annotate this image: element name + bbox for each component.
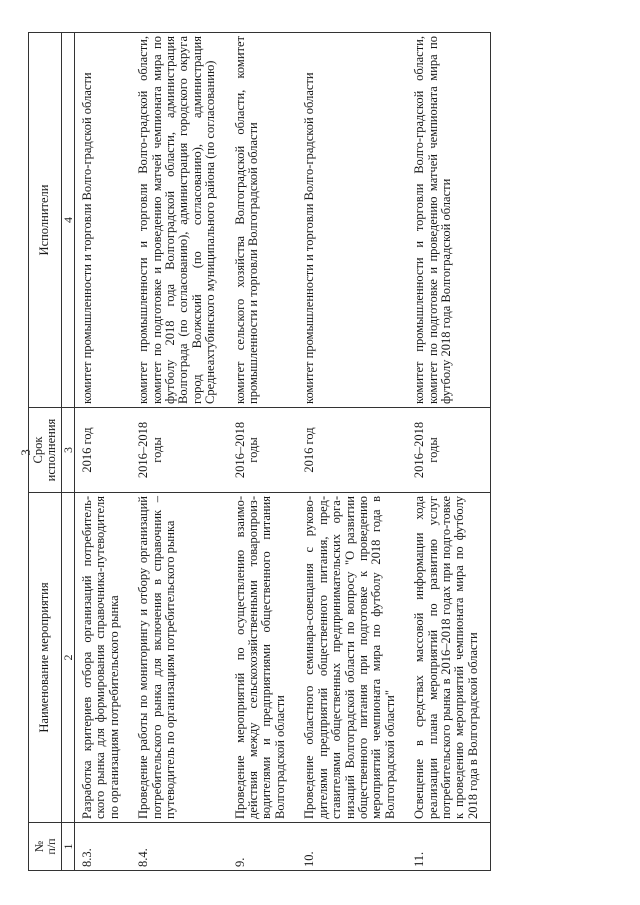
header-exec: Исполнители [29, 33, 62, 408]
header-name: Наименование мероприятия [29, 493, 62, 823]
page-number: 3 [18, 449, 33, 456]
measures-table [28, 32, 491, 871]
measure-name: Проведение мероприятий по осуществлению взаимо-действия между сельскохозяйственными товаропроиз-водителями и предприятиями общественного питания Волгоградской области [228, 493, 298, 823]
measure-executors: комитет промышленности и торговли Волго-градской области [75, 33, 132, 408]
header-num: № п/п [29, 823, 62, 871]
measure-term: 2016 год [297, 408, 407, 493]
row-number: 9. [228, 823, 298, 871]
column-number: 3 [62, 408, 75, 493]
measure-term: 2016 год [75, 408, 132, 493]
measure-term: 2016–2018 годы [131, 408, 227, 493]
row-number: 8.4. [131, 823, 227, 871]
measure-name: Проведение работы по мониторингу и отбору организаций потребительского рынка для включения в справочник – путеводитель по организациям потребительского рынка [131, 493, 227, 823]
measure-executors: комитет промышленности и торговли Волго-градской области, комитет по подготовке и проведению матчей чемпионата мира по футболу 2018 года Волгоградской области, администрация Волгограда (по согласованию), администрация городского округа город Волжский (по согласованию), администрация Среднеахтубинского муниципального района (по согласованию) [131, 33, 227, 408]
table-row [407, 33, 491, 871]
row-number: 10. [297, 823, 407, 871]
measure-executors: комитет промышленности и торговли Волго-градской области, комитет по подготовке и проведению матчей чемпионата мира по футболу 2018 года Волгоградской области [407, 33, 491, 408]
measure-name: Проведение областного семинара-совещания с руково-дителями предприятий общественного питания, пред-ставителями общественных предпринимательских орга-низаций Волгоградской области по вопросу "О развитии общественного питания при подготовке к проведению мероприятий чемпионата мира по футболу 2018 года в Волгоградской области" [297, 493, 407, 823]
measure-executors: комитет промышленности и торговли Волго-градской области [297, 33, 407, 408]
table-header-row [29, 33, 62, 871]
row-number: 8.3. [75, 823, 132, 871]
column-number: 1 [62, 823, 75, 871]
column-number: 2 [62, 493, 75, 823]
table-row [131, 33, 227, 871]
row-number: 11. [407, 823, 491, 871]
measure-name: Разработка критериев отбора организаций потребитель-ского рынка для формирования справочника-путеводителя по организациям потребительского рынка [75, 493, 132, 823]
column-number-row [62, 33, 75, 871]
measure-term: 2016–2018 годы [407, 408, 491, 493]
measure-executors: комитет сельского хозяйства Волгоградской области, комитет промышленности и торговли Волгоградской области [228, 33, 298, 408]
measure-name: Освещение в средствах массовой информации хода реализации плана мероприятий по развитию услуг потребительского рынка в 2016–2018 годах при подго-товке к проведению мероприятий чемпионата мира по футболу 2018 года в Волгоградской области [407, 493, 491, 823]
table-row [228, 33, 298, 871]
table-row [75, 33, 132, 871]
measure-term: 2016–2018 годы [228, 408, 298, 493]
header-term: Срок исполнения [29, 408, 62, 493]
column-number: 4 [62, 33, 75, 408]
table-row [297, 33, 407, 871]
